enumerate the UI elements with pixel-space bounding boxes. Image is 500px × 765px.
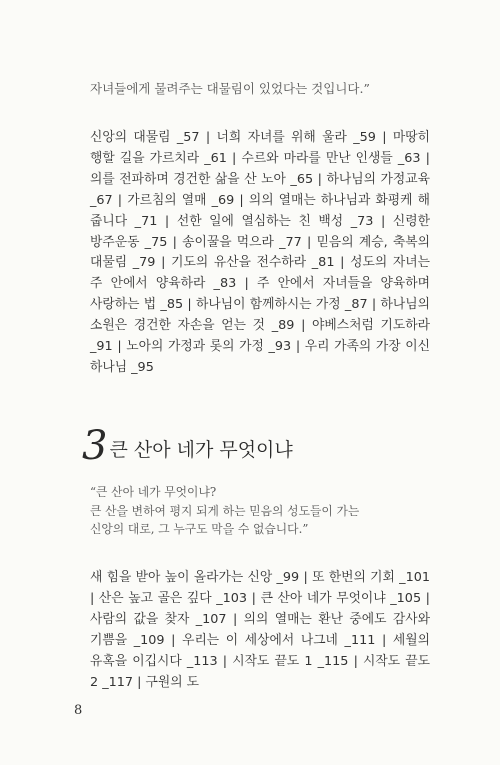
page-number: 8 (74, 703, 83, 718)
chapter-number: 3 (82, 423, 108, 469)
chapter-epigraph (90, 483, 430, 539)
epigraph-line: 신앙의 대로, 그 누구도 막을 수 없습니다.” (90, 522, 309, 536)
epigraph-line: “큰 산아 네가 무엇이냐? (90, 485, 217, 499)
section-2-contents: 신앙의 대물림 _57 | 너희 자녀를 위해 울라 _59 | 마땅히 행할 길을 가르치라 _61 | 수르와 마라를 만난 인생들 _63 | 의를 전파하며 경건한 삶을 산 노아 _65 | 하나님의 가정교육 _67 | 가르침의 열매 _69 | 의의 열매는 하나님과 화평케 해 줍니다 _71 | 선한 일에 열심하는 친 백성 _73 | 신령한 방주운동 _75 | 송이꿀을 먹으라 _77 | 믿음의 계승, 축복의 대물림 _79 | 기도의 유산을 전수하라 _81 | 성도의 자녀는 주 안에서 양육하라 _83 | 주 안에서 자녀들을 양육하며 사랑하는 법 _85 | 하나님이 함께하시는 가정 _87 | 하나님의 소원은 경건한 자손을 얻는 것 _89 | 야베스처럼 기도하라 _91 | 노아의 가정과 롯의 가정 _93 | 우리 가족의 가장 이신 하나님 _95 (90, 130, 430, 375)
chapter-heading (82, 420, 293, 469)
section-3-contents: 새 힘을 받아 높이 올라가는 신앙 _99 | 또 한번의 기회 _101 | 산은 높고 골은 깊다 _103 | 큰 산아 네가 무엇이냐 _105 | 사람의 값을 찾자 _107 | 의의 열매는 환난 중에도 감사와 기쁨을 _109 | 우리는 이 세상에서 나그네 _111 | 세월의 유혹을 이깁시다 _113 | 시작도 끝도 1 _115 | 시작도 끝도 2 _117 | 구원의 도 (90, 570, 430, 690)
previous-quote-tail: 자녀들에게 물려주는 대물림이 있었다는 것입니다.” (90, 81, 370, 96)
chapter-title: 큰 산아 네가 무엇이냐 (109, 439, 293, 461)
epigraph-line: 큰 산을 변하여 평지 되게 하는 믿음의 성도들이 가는 (90, 503, 360, 518)
